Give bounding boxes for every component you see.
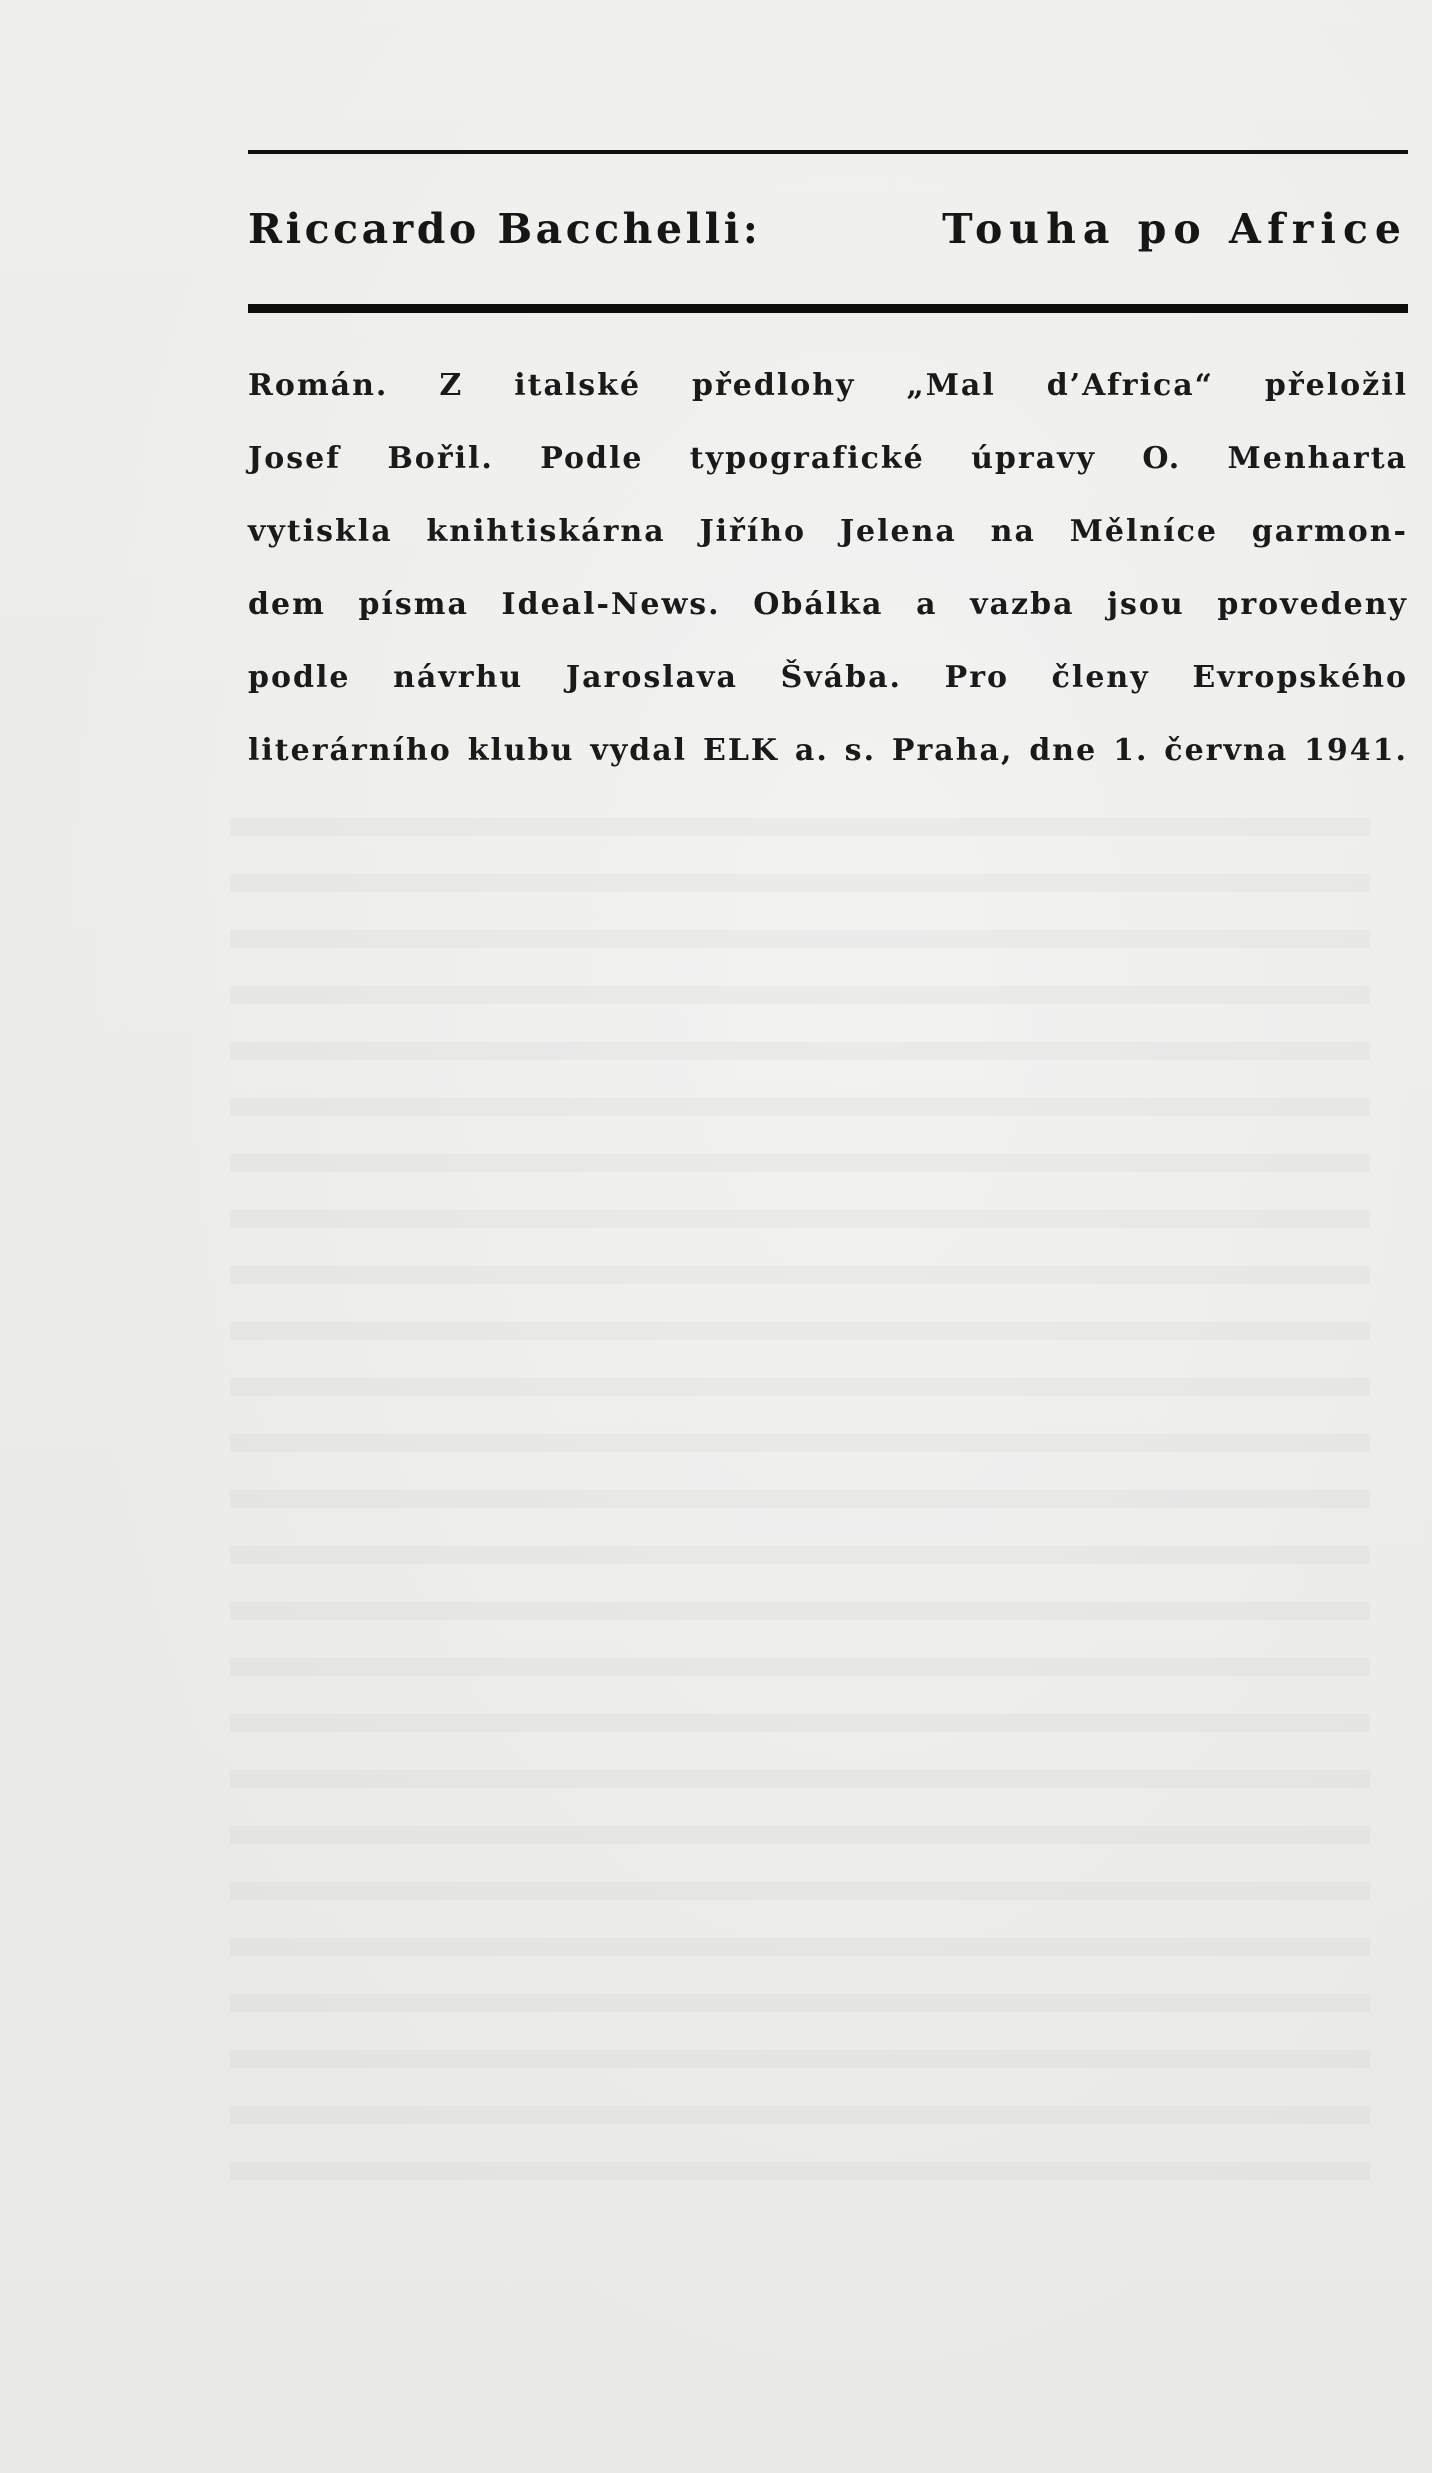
show-through-texture	[230, 780, 1370, 2200]
colophon-line: Román. Z italské předlohy „Mal d’Africa“ přeložil	[248, 368, 1408, 403]
title-work: Touha po Africe	[942, 205, 1408, 253]
colophon-line: vytiskla knihtiskárna Jiřího Jelena na Mělníce garmon-	[248, 514, 1408, 549]
bottom-rule	[248, 304, 1408, 313]
colophon	[248, 150, 1408, 787]
book-title	[248, 154, 1408, 304]
colophon-line: literárního klubu vydal ELK a. s. Praha, dne 1. června 1941.	[248, 733, 1408, 768]
colophon-line: podle návrhu Jaroslava Švába. Pro členy Evropského	[248, 660, 1408, 695]
colophon-line: dem písma Ideal-News. Obálka a vazba jsou provedeny	[248, 587, 1408, 622]
colophon-line: Josef Bořil. Podle typografické úpravy O. Menharta	[248, 441, 1408, 476]
title-author: Riccardo Bacchelli:	[248, 205, 762, 253]
colophon-text	[248, 349, 1408, 787]
